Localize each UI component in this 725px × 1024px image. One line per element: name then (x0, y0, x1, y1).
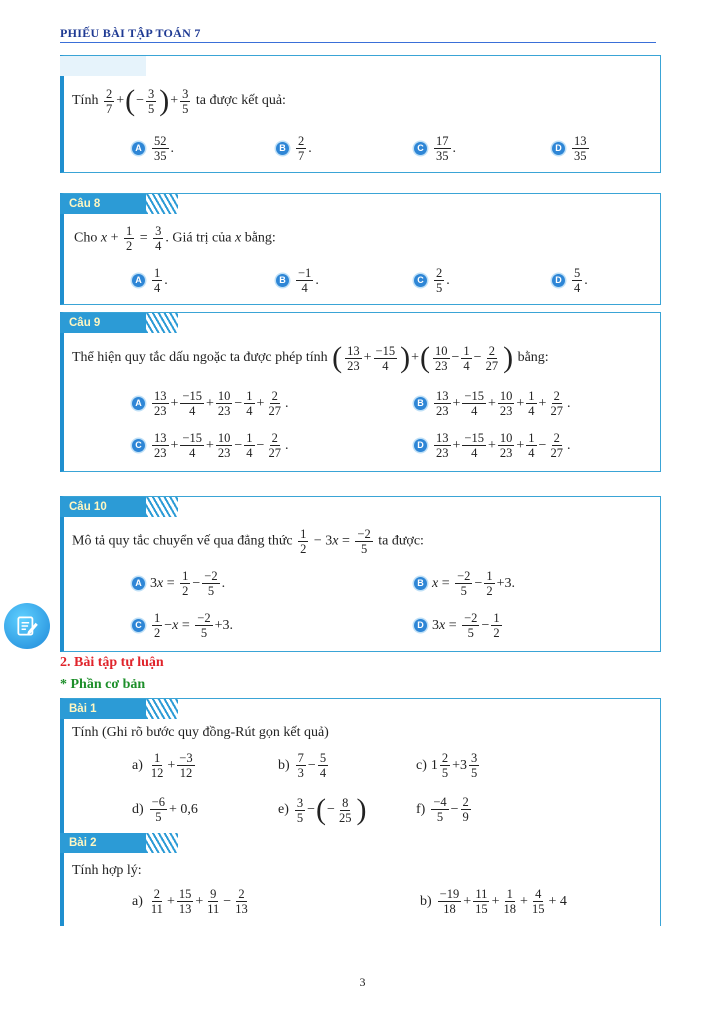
q7-option-b[interactable]: B $\frac{2}{7}$ . (276, 134, 312, 163)
q10-option-b[interactable]: B x = $\frac{-2}{5}$ − $\frac{1}{2}$ +3. (414, 569, 515, 598)
exercise-1-a: a) $\frac{1}{12}$ + $\frac{-3}{12}$ (132, 751, 193, 780)
exercise-1-b: b) $\frac{7}{3}$ − $\frac{5}{4}$ (278, 751, 327, 780)
question-8-tag (60, 194, 176, 214)
q8-option-b[interactable]: B $\frac{-1}{4}$ . (276, 266, 319, 295)
pencil-note-icon (4, 603, 50, 649)
q10-option-c[interactable]: C $\frac{1}{2}$ − x = $\frac{-2}{5}$ +3. (132, 611, 233, 640)
question-10-tag (60, 497, 176, 517)
question-9-tag (60, 313, 176, 333)
exercise-2-a: a) $\frac{2}{11}$ + $\frac{15}{13}$ + $\frac{9}{11}$ − $\frac{2}{13}$ (132, 887, 248, 916)
question-7-text: Tính $\frac{2}{7}$ +(− $\frac{3}{5}$ )+ $\frac{3}{5}$ ta được kết quả: (72, 84, 286, 117)
question-10-text: Mô tả quy tắc chuyển vế qua đẳng thức $\frac{1}{2}$ − 3x = $\frac{-2}{5}$ ta được: (72, 527, 424, 556)
q9-option-b[interactable]: B $\frac{13}{23}$ + $\frac{-15}{4}$ + $\frac{10}{23}$ + $\frac{1}{4}$ + $\frac{2}{27}$ . (414, 389, 570, 418)
question-8-label: Câu 8 (60, 194, 146, 214)
q9-option-d[interactable]: D $\frac{13}{23}$ + $\frac{-15}{4}$ + $\frac{10}{23}$ + $\frac{1}{4}$ − $\frac{2}{27}$ . (414, 431, 570, 460)
exercise-2-text: Tính hợp lý: (72, 863, 142, 878)
q9-option-a[interactable]: A $\frac{13}{23}$ + $\frac{-15}{4}$ + $\frac{10}{23}$ − $\frac{1}{4}$ + $\frac{2}{27}$ . (132, 389, 288, 418)
exercise-1-label: Bài 1 (60, 699, 146, 719)
exercise-1-text: Tính (Ghi rõ bước quy đồng-Rút gọn kết quả) (72, 725, 329, 740)
q7-option-a[interactable]: A $\frac{52}{35}$ . (132, 134, 174, 163)
exercise-1-d: d) $\frac{-6}{5}$ + 0,6 (132, 795, 198, 824)
exercise-1-f: f) $\frac{-4}{5}$ − $\frac{2}{9}$ (416, 795, 469, 824)
page-number: 3 (359, 975, 366, 989)
q10-option-a[interactable]: A 3 x = $\frac{1}{2}$ − $\frac{-2}{5}$ . (132, 569, 225, 598)
q7-option-d[interactable]: D $\frac{13}{35}$ (552, 134, 591, 163)
question-8-text: Cho x + $\frac{1}{2}$ = $\frac{3}{4}$ . Giá trị của x bằng: (74, 224, 276, 253)
exercise-1-tag (60, 699, 176, 719)
exercise-1-c: c) 1 $\frac{2}{5}$ +3 $\frac{3}{5}$ (416, 751, 478, 780)
exercise-box (60, 698, 661, 926)
question-9-text: Thể hiện quy tắc dấu ngoặc ta được phép tính ( $\frac{13}{23}$ + $\frac{-15}{4}$ )+( $\frac{10}{23}$ − $\frac{1}{4}$ − $\frac{2}{27}$ ) bằng: (72, 341, 549, 374)
header-rule (60, 42, 656, 43)
q7-option-c[interactable]: C $\frac{17}{35}$ . (414, 134, 456, 163)
q10-option-d[interactable]: D 3 x = $\frac{-2}{5}$ − $\frac{1}{2}$ (414, 611, 504, 640)
exercise-2-label: Bài 2 (60, 833, 146, 853)
question-10-label: Câu 10 (60, 497, 146, 517)
question-10-box (60, 496, 661, 652)
q8-option-c[interactable]: C $\frac{2}{5}$ . (414, 266, 450, 295)
question-9-box (60, 312, 661, 472)
q8-option-a[interactable]: A $\frac{1}{4}$ . (132, 266, 168, 295)
exercise-2-tag (60, 833, 176, 853)
question-7-tag (60, 56, 176, 76)
q8-option-d[interactable]: D $\frac{5}{4}$ . (552, 266, 588, 295)
exercise-2-b: b) $\frac{-19}{18}$ + $\frac{11}{15}$ + $\frac{1}{18}$ + $\frac{4}{15}$ + 4 (420, 887, 567, 916)
q9-option-c[interactable]: C $\frac{13}{23}$ + $\frac{-15}{4}$ + $\frac{10}{23}$ − $\frac{1}{4}$ − $\frac{2}{27}$ . (132, 431, 288, 460)
exercise-1-e: e) $\frac{3}{5}$ − ( − $\frac{8}{25}$ ) (278, 793, 367, 826)
page-header: PHIẾU BÀI TẬP TOÁN 7 (60, 26, 201, 40)
question-9-label: Câu 9 (60, 313, 146, 333)
section-title-essay: 2. Bài tập tự luận (60, 655, 164, 670)
question-8-box (60, 193, 661, 305)
question-7-label: Câu 7 (60, 56, 146, 76)
subsection-title-basic: * Phần cơ bản (60, 677, 146, 692)
question-7-box (60, 55, 661, 173)
